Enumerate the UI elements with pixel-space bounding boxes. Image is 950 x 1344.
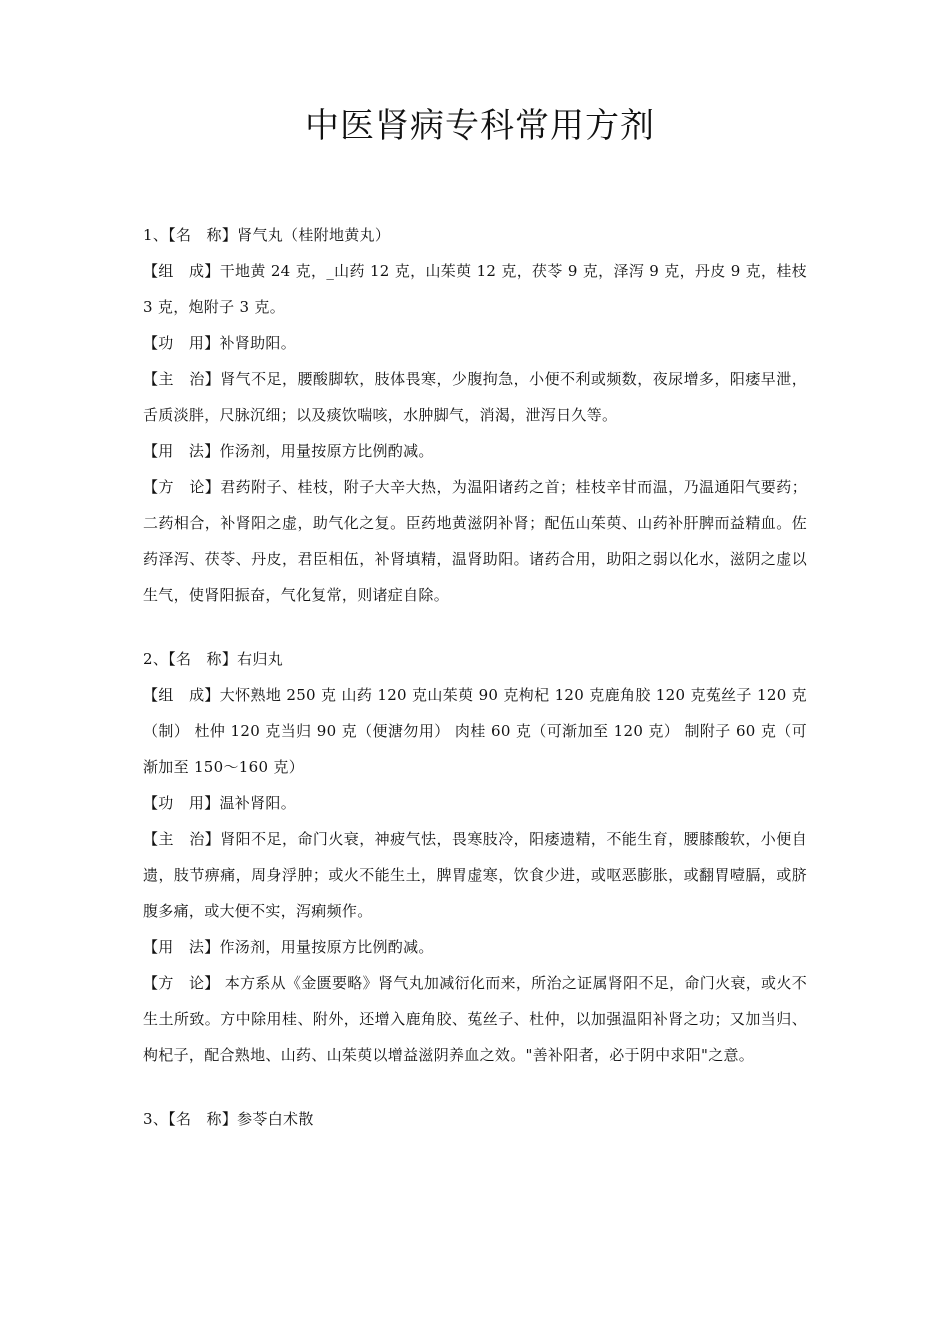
indications-text: 【主 治】肾阳不足，命门火衰，神疲气怯，畏寒肢冷，阳痿遗精，不能生育，腰膝酸软，小便自遗，肢节痹痛，周身浮肿；或火不能生土，脾胃虚寒，饮食少进，或呕恶膨胀，或翻胃噎膈，或脐腹多痛，或大便不实，泻痢频作。 — [143, 830, 807, 920]
function-text: 【功 用】温补肾阳。 — [143, 794, 297, 812]
formula-section-3 — [143, 1101, 807, 1137]
usage-text: 【用 法】作汤剂，用量按原方比例酌减。 — [143, 442, 434, 460]
discussion-text: 【方 论】君药附子、桂枝，附子大辛大热，为温阳诸药之首；桂枝辛甘而温，乃温通阳气要药；二药相合，补肾阳之虚，助气化之复。臣药地黄滋阴补肾；配伍山茱萸、山药补肝脾而益精血。佐药泽泻、茯苓、丹皮，君臣相伍，补肾填精，温肾助阳。诸药合用，助阳之弱以化水，滋阴之虚以生气，使肾阳振奋，气化复常，则诸症自除。 — [143, 478, 807, 604]
function-text: 【功 用】补肾助阳。 — [143, 334, 297, 352]
discussion-text: 【方 论】 本方系从《金匮要略》肾气丸加减衍化而来，所治之证属肾阳不足，命门火衰，或火不生土所致。方中除用桂、附外，还增入鹿角胶、菟丝子、杜仲，以加强温阳补肾之功；又加当归、枸杞子，配合熟地、山药、山茱萸以增益滋阴养血之效。"善补阳者，必于阴中求阳"之意。 — [143, 974, 807, 1064]
composition-text: 【组 成】大怀熟地 250 克 山药 120 克山茱萸 90 克枸杞 120 克鹿角胶 120 克菟丝子 120 克（制） 杜仲 120 克当归 90 克（便溏勿用） 肉桂 60 克（可渐加至 120 克） 制附子 60 克（可渐加至 150～160 克） — [143, 686, 807, 776]
usage-text: 【用 法】作汤剂，用量按原方比例酌减。 — [143, 938, 434, 956]
document-title: 中医肾病专科常用方剂 — [305, 106, 655, 146]
formula-heading: 2、【名 称】右归丸 — [143, 650, 284, 668]
composition-text: 【组 成】干地黄 24 克，_山药 12 克，山茱萸 12 克，茯苓 9 克，泽泻 9 克，丹皮 9 克，桂枝 3 克，炮附子 3 克。 — [143, 262, 807, 316]
formula-heading: 1、【名 称】肾气丸（桂附地黄丸） — [143, 226, 391, 244]
indications-text: 【主 治】肾气不足，腰酸脚软，肢体畏寒，少腹拘急，小便不利或频数，夜尿增多，阳痿早泄，舌质淡胖，尺脉沉细；以及痰饮喘咳，水肿脚气，消渴，泄泻日久等。 — [143, 370, 807, 424]
formula-section-1 — [143, 217, 807, 613]
formula-section-2 — [143, 641, 807, 1073]
formula-heading: 3、【名 称】参苓白术散 — [143, 1110, 314, 1128]
document-body — [143, 217, 807, 1137]
